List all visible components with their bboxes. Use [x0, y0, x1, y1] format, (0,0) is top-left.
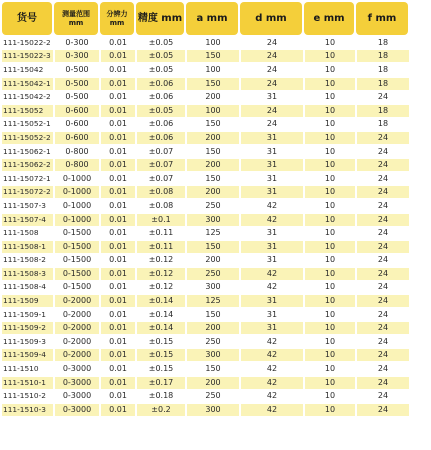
cell-accuracy: ±0.15: [137, 349, 185, 361]
cell-d: 31: [266, 228, 278, 238]
cell-resolution: 0.01: [101, 186, 135, 198]
cell-d: 42: [266, 391, 278, 401]
table-row: [2, 321, 429, 335]
cell-part-no: 111-1510-3: [2, 404, 53, 416]
cell-accuracy: ±0.1: [137, 214, 185, 226]
cell-resolution: 0.01: [109, 37, 127, 47]
cell-e: 10: [305, 132, 355, 144]
table-body: [2, 36, 429, 417]
cell-e: 10: [305, 295, 355, 307]
cell-d: 42: [266, 282, 278, 292]
cell-range: 0-1500: [55, 268, 99, 280]
cell-range: 0-1500: [55, 241, 99, 253]
table-row: [2, 36, 429, 50]
cell-accuracy: ±0.06: [137, 78, 185, 90]
cell-d: 24: [241, 78, 303, 90]
cell-part-no: 111-15042-1: [2, 78, 53, 90]
cell-range: 0-1000: [55, 186, 99, 198]
cell-range: 0-3000: [62, 364, 92, 374]
cell-part-no: 111-1510: [3, 364, 39, 374]
cell-resolution: 0.01: [109, 92, 127, 102]
cell-range: 0-2000: [55, 322, 99, 334]
cell-range: 0-2000: [55, 349, 99, 361]
cell-f: 18: [357, 78, 409, 90]
cell-e: 10: [324, 37, 336, 47]
cell-range: 0-1000: [55, 214, 99, 226]
cell-e: 10: [324, 200, 336, 210]
header-a: a mm: [186, 2, 238, 35]
table-row: [2, 145, 429, 159]
header-resolution: 分辨力 mm: [100, 2, 134, 35]
cell-accuracy: ±0.08: [148, 200, 174, 210]
table-row: [2, 362, 429, 376]
cell-e: 10: [305, 50, 355, 62]
cell-resolution: 0.01: [109, 309, 127, 319]
cell-a: 250: [205, 336, 221, 346]
cell-part-no: 111-15052-2: [2, 132, 53, 144]
cell-d: 42: [241, 377, 303, 389]
cell-a: 250: [187, 268, 239, 280]
cell-accuracy: ±0.07: [148, 173, 174, 183]
cell-range: 0-500: [55, 78, 99, 90]
table-header: [2, 2, 429, 35]
cell-a: 150: [205, 173, 221, 183]
cell-d: 42: [266, 336, 278, 346]
cell-accuracy: ±0.12: [137, 268, 185, 280]
table-row: [2, 63, 429, 77]
cell-part-no: 111-15062-2: [2, 159, 53, 171]
cell-e: 10: [305, 186, 355, 198]
cell-e: 10: [305, 159, 355, 171]
cell-part-no: 111-15072-1: [3, 173, 51, 183]
cell-accuracy: ±0.06: [148, 92, 174, 102]
cell-f: 24: [357, 404, 409, 416]
cell-f: 24: [377, 336, 389, 346]
cell-resolution: 0.01: [101, 105, 135, 117]
table-row: [2, 403, 429, 417]
cell-f: 24: [377, 228, 389, 238]
cell-part-no: 111-1509-3: [3, 336, 46, 346]
cell-accuracy: ±0.14: [137, 295, 185, 307]
cell-accuracy: ±0.11: [137, 241, 185, 253]
cell-accuracy: ±0.17: [137, 377, 185, 389]
cell-d: 24: [241, 105, 303, 117]
header-range: 测量范围 mm: [54, 2, 98, 35]
cell-a: 300: [187, 214, 239, 226]
cell-d: 42: [241, 404, 303, 416]
cell-a: 200: [205, 255, 221, 265]
cell-f: 18: [377, 119, 389, 129]
header-e: e mm: [304, 2, 354, 35]
cell-a: 200: [187, 186, 239, 198]
cell-a: 200: [187, 159, 239, 171]
cell-part-no: 111-1508-2: [3, 255, 46, 265]
cell-f: 24: [357, 268, 409, 280]
table-row: [2, 281, 429, 295]
cell-a: 150: [187, 50, 239, 62]
cell-resolution: 0.01: [109, 282, 127, 292]
table-row: [2, 199, 429, 213]
cell-d: 42: [241, 349, 303, 361]
cell-accuracy: ±0.06: [148, 119, 174, 129]
cell-range: 0-1000: [62, 200, 92, 210]
cell-e: 10: [324, 64, 336, 74]
cell-a: 150: [205, 119, 221, 129]
cell-resolution: 0.01: [109, 64, 127, 74]
cell-resolution: 0.01: [101, 268, 135, 280]
cell-e: 10: [324, 336, 336, 346]
cell-range: 0-3000: [55, 404, 99, 416]
cell-d: 31: [241, 295, 303, 307]
cell-e: 10: [324, 228, 336, 238]
cell-accuracy: ±0.07: [148, 146, 174, 156]
cell-e: 10: [305, 322, 355, 334]
cell-accuracy: ±0.14: [148, 309, 174, 319]
cell-accuracy: ±0.18: [148, 391, 174, 401]
cell-resolution: 0.01: [101, 377, 135, 389]
cell-part-no: 111-15062-1: [3, 146, 51, 156]
cell-resolution: 0.01: [109, 228, 127, 238]
table-row: [2, 104, 429, 118]
cell-part-no: 111-15042-2: [3, 92, 51, 102]
cell-range: 0-600: [65, 119, 89, 129]
cell-range: 0-300: [55, 50, 99, 62]
cell-accuracy: ±0.15: [148, 336, 174, 346]
cell-f: 24: [357, 186, 409, 198]
cell-range: 0-1000: [62, 173, 92, 183]
cell-f: 24: [357, 377, 409, 389]
cell-accuracy: ±0.11: [148, 228, 174, 238]
cell-a: 300: [187, 404, 239, 416]
cell-resolution: 0.01: [101, 50, 135, 62]
cell-f: 24: [357, 349, 409, 361]
header-accuracy: 精度 mm: [136, 2, 184, 35]
cell-d: 42: [266, 364, 278, 374]
cell-resolution: 0.01: [101, 322, 135, 334]
cell-d: 24: [266, 119, 278, 129]
cell-range: 0-1500: [62, 282, 92, 292]
cell-a: 300: [187, 349, 239, 361]
table-row: [2, 376, 429, 390]
cell-a: 150: [205, 364, 221, 374]
cell-part-no: 111-1507-4: [2, 214, 53, 226]
cell-accuracy: ±0.06: [137, 132, 185, 144]
cell-part-no: 111-1508-4: [3, 282, 46, 292]
cell-a: 150: [205, 309, 221, 319]
cell-f: 18: [377, 64, 389, 74]
cell-d: 42: [266, 200, 278, 210]
cell-f: 24: [377, 282, 389, 292]
cell-part-no: 111-1510-2: [3, 391, 46, 401]
table-row: [2, 186, 429, 200]
cell-e: 10: [324, 364, 336, 374]
cell-range: 0-600: [55, 132, 99, 144]
cell-e: 10: [305, 404, 355, 416]
cell-resolution: 0.01: [109, 119, 127, 129]
cell-e: 10: [305, 377, 355, 389]
cell-a: 200: [187, 132, 239, 144]
cell-f: 18: [377, 37, 389, 47]
cell-a: 150: [205, 146, 221, 156]
table-row: [2, 213, 429, 227]
cell-d: 24: [266, 64, 278, 74]
table-row: [2, 226, 429, 240]
cell-range: 0-500: [65, 92, 89, 102]
cell-range: 0-1500: [62, 255, 92, 265]
cell-d: 31: [241, 322, 303, 334]
cell-e: 10: [324, 255, 336, 265]
cell-f: 24: [357, 322, 409, 334]
cell-part-no: 111-1509-2: [2, 322, 53, 334]
cell-e: 10: [324, 391, 336, 401]
cell-accuracy: ±0.12: [148, 282, 174, 292]
table-row: [2, 90, 429, 104]
cell-f: 24: [357, 159, 409, 171]
cell-e: 10: [324, 309, 336, 319]
cell-part-no: 111-1508: [3, 228, 39, 238]
cell-f: 18: [357, 105, 409, 117]
cell-resolution: 0.01: [101, 159, 135, 171]
cell-f: 24: [357, 132, 409, 144]
cell-f: 24: [357, 295, 409, 307]
table-row: [2, 335, 429, 349]
cell-a: 125: [205, 228, 221, 238]
cell-resolution: 0.01: [101, 78, 135, 90]
cell-resolution: 0.01: [109, 255, 127, 265]
table-row: [2, 267, 429, 281]
cell-e: 10: [305, 241, 355, 253]
cell-part-no: 111-1509: [2, 295, 53, 307]
table-row: [2, 77, 429, 91]
cell-d: 24: [266, 37, 278, 47]
cell-accuracy: ±0.12: [148, 255, 174, 265]
cell-resolution: 0.01: [109, 173, 127, 183]
cell-d: 31: [241, 186, 303, 198]
cell-f: 24: [377, 364, 389, 374]
cell-e: 10: [305, 268, 355, 280]
cell-range: 0-1500: [62, 228, 92, 238]
spec-table: [2, 2, 429, 417]
cell-f: 24: [357, 214, 409, 226]
cell-a: 250: [205, 200, 221, 210]
cell-part-no: 111-1510-1: [2, 377, 53, 389]
cell-part-no: 111-15052-1: [3, 119, 51, 129]
cell-a: 250: [205, 391, 221, 401]
cell-a: 200: [187, 322, 239, 334]
cell-e: 10: [305, 105, 355, 117]
cell-e: 10: [324, 173, 336, 183]
cell-f: 18: [357, 50, 409, 62]
cell-resolution: 0.01: [101, 404, 135, 416]
cell-a: 150: [187, 241, 239, 253]
cell-accuracy: ±0.08: [137, 186, 185, 198]
cell-f: 24: [377, 309, 389, 319]
cell-a: 125: [187, 295, 239, 307]
cell-a: 100: [205, 37, 221, 47]
cell-accuracy: ±0.15: [148, 364, 174, 374]
cell-range: 0-600: [55, 105, 99, 117]
cell-range: 0-2000: [55, 295, 99, 307]
cell-resolution: 0.01: [109, 146, 127, 156]
cell-a: 300: [205, 282, 221, 292]
table-row: [2, 349, 429, 363]
cell-accuracy: ±0.05: [137, 105, 185, 117]
table-row: [2, 158, 429, 172]
cell-part-no: 111-15042: [3, 64, 44, 74]
header-d: d mm: [240, 2, 302, 35]
cell-range: 0-2000: [62, 309, 92, 319]
cell-resolution: 0.01: [109, 336, 127, 346]
cell-part-no: 111-1509-1: [3, 309, 46, 319]
cell-accuracy: ±0.07: [137, 159, 185, 171]
cell-e: 10: [324, 119, 336, 129]
cell-part-no: 111-1508-1: [2, 241, 53, 253]
cell-accuracy: ±0.05: [148, 64, 174, 74]
cell-range: 0-800: [65, 146, 89, 156]
cell-part-no: 111-15072-2: [2, 186, 53, 198]
cell-f: 24: [357, 241, 409, 253]
cell-d: 42: [241, 214, 303, 226]
cell-a: 200: [187, 377, 239, 389]
cell-range: 0-2000: [62, 336, 92, 346]
cell-resolution: 0.01: [109, 200, 127, 210]
cell-f: 24: [377, 173, 389, 183]
cell-d: 24: [241, 50, 303, 62]
cell-f: 24: [377, 146, 389, 156]
cell-resolution: 0.01: [101, 132, 135, 144]
cell-resolution: 0.01: [101, 349, 135, 361]
table-row: [2, 131, 429, 145]
cell-resolution: 0.01: [109, 364, 127, 374]
cell-a: 150: [187, 78, 239, 90]
cell-d: 31: [241, 241, 303, 253]
cell-d: 31: [266, 255, 278, 265]
table-row: [2, 254, 429, 268]
cell-accuracy: ±0.05: [137, 50, 185, 62]
cell-resolution: 0.01: [101, 241, 135, 253]
cell-part-no: 111-1507-3: [3, 200, 46, 210]
header-part-no: 货号: [2, 2, 52, 35]
cell-e: 10: [305, 78, 355, 90]
cell-d: 31: [241, 132, 303, 144]
cell-e: 10: [305, 349, 355, 361]
cell-d: 31: [266, 173, 278, 183]
cell-e: 10: [305, 214, 355, 226]
cell-e: 10: [324, 92, 336, 102]
cell-f: 24: [377, 255, 389, 265]
cell-part-no: 111-15052: [2, 105, 53, 117]
header-f: f mm: [356, 2, 408, 35]
cell-range: 0-500: [65, 64, 89, 74]
table-row: [2, 50, 429, 64]
cell-resolution: 0.01: [101, 295, 135, 307]
cell-range: 0-300: [65, 37, 89, 47]
cell-part-no: 111-15022-2: [3, 37, 51, 47]
cell-d: 31: [266, 92, 278, 102]
cell-accuracy: ±0.14: [137, 322, 185, 334]
cell-range: 0-3000: [55, 377, 99, 389]
cell-d: 31: [266, 309, 278, 319]
cell-range: 0-800: [55, 159, 99, 171]
cell-part-no: 111-15022-3: [2, 50, 53, 62]
cell-part-no: 111-1508-3: [2, 268, 53, 280]
cell-a: 100: [205, 64, 221, 74]
cell-e: 10: [324, 282, 336, 292]
cell-d: 31: [241, 159, 303, 171]
cell-accuracy: ±0.05: [148, 37, 174, 47]
cell-a: 100: [187, 105, 239, 117]
cell-e: 10: [324, 146, 336, 156]
cell-d: 31: [266, 146, 278, 156]
table-row: [2, 172, 429, 186]
cell-f: 24: [377, 92, 389, 102]
cell-accuracy: ±0.2: [137, 404, 185, 416]
table-row: [2, 308, 429, 322]
cell-part-no: 111-1509-4: [2, 349, 53, 361]
table-row: [2, 294, 429, 308]
cell-resolution: 0.01: [109, 391, 127, 401]
cell-f: 24: [377, 391, 389, 401]
cell-resolution: 0.01: [101, 214, 135, 226]
cell-range: 0-3000: [62, 391, 92, 401]
cell-f: 24: [377, 200, 389, 210]
cell-a: 200: [205, 92, 221, 102]
cell-d: 42: [241, 268, 303, 280]
table-row: [2, 240, 429, 254]
table-row: [2, 118, 429, 132]
table-row: [2, 389, 429, 403]
